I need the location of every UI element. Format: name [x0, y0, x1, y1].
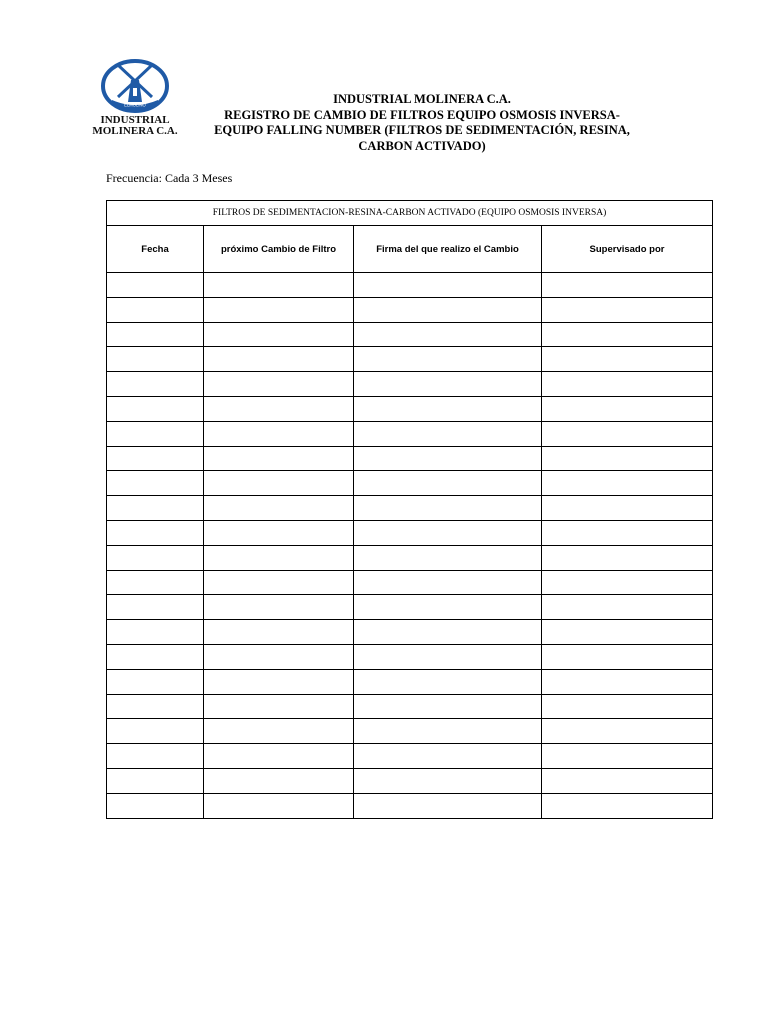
document-title-line3: CARBON ACTIVADO): [358, 138, 486, 153]
table-cell[interactable]: [354, 620, 542, 645]
table-cell[interactable]: [542, 570, 713, 595]
table-cell[interactable]: [354, 793, 542, 818]
table-cell[interactable]: [107, 273, 204, 298]
table-cell[interactable]: [542, 719, 713, 744]
table-cell[interactable]: [107, 446, 204, 471]
table-cell[interactable]: [204, 595, 354, 620]
table-cell[interactable]: [107, 620, 204, 645]
table-row: [107, 620, 713, 645]
table-cell[interactable]: [204, 644, 354, 669]
table-cell[interactable]: [204, 768, 354, 793]
table-cell[interactable]: [354, 347, 542, 372]
table-row: [107, 768, 713, 793]
table-cell[interactable]: [107, 793, 204, 818]
table-cell[interactable]: [354, 545, 542, 570]
table-cell[interactable]: [354, 496, 542, 521]
table-cell[interactable]: [542, 595, 713, 620]
table-cell[interactable]: [204, 793, 354, 818]
document-title-line1: REGISTRO DE CAMBIO DE FILTROS EQUIPO OSMOSIS INVERSA-: [224, 107, 620, 122]
table-cell[interactable]: [542, 347, 713, 372]
windmill-logo-icon: [100, 58, 170, 114]
table-row: [107, 421, 713, 446]
table-cell[interactable]: [204, 496, 354, 521]
table-cell[interactable]: [204, 347, 354, 372]
table-cell[interactable]: [107, 421, 204, 446]
table-cell[interactable]: [107, 347, 204, 372]
table-row: [107, 372, 713, 397]
table-cell[interactable]: [107, 496, 204, 521]
table-row: [107, 669, 713, 694]
table-cell[interactable]: [107, 694, 204, 719]
table-cell[interactable]: [542, 396, 713, 421]
table-cell[interactable]: [542, 273, 713, 298]
table-row: [107, 570, 713, 595]
table-cell[interactable]: [542, 297, 713, 322]
table-cell[interactable]: [354, 744, 542, 769]
table-cell[interactable]: [204, 322, 354, 347]
table-cell[interactable]: [354, 719, 542, 744]
table-row: [107, 396, 713, 421]
column-header-supervisado: Supervisado por: [542, 226, 713, 273]
table-cell[interactable]: [542, 694, 713, 719]
table-cell[interactable]: [204, 273, 354, 298]
table-cell[interactable]: [204, 471, 354, 496]
table-cell[interactable]: [542, 421, 713, 446]
table-cell[interactable]: [107, 719, 204, 744]
logo-name-line2: MOLINERA C.A.: [92, 125, 178, 137]
company-title: INDUSTRIAL MOLINERA C.A.: [333, 92, 511, 106]
table-cell[interactable]: [204, 570, 354, 595]
table-row: [107, 545, 713, 570]
table-cell[interactable]: [354, 669, 542, 694]
table-cell[interactable]: [107, 744, 204, 769]
table-cell[interactable]: [354, 372, 542, 397]
table-row: [107, 496, 713, 521]
table-cell[interactable]: [542, 768, 713, 793]
company-logo: [84, 58, 194, 142]
table-cell[interactable]: [204, 669, 354, 694]
table-row: [107, 322, 713, 347]
table-row: [107, 297, 713, 322]
table-cell[interactable]: [107, 644, 204, 669]
table-row: [107, 694, 713, 719]
table-cell[interactable]: [542, 744, 713, 769]
column-header-proximo-cambio: próximo Cambio de Filtro: [204, 226, 354, 273]
table-cell[interactable]: [107, 471, 204, 496]
table-row: [107, 347, 713, 372]
table-cell[interactable]: [542, 496, 713, 521]
document-title-line2: EQUIPO FALLING NUMBER (FILTROS DE SEDIMENTACIÓN, RESINA,: [214, 123, 630, 137]
table-row: [107, 520, 713, 545]
table-body: [107, 273, 713, 819]
table-cell[interactable]: [354, 644, 542, 669]
filter-change-log-table: [106, 200, 713, 819]
table-caption: FILTROS DE SEDIMENTACION-RESINA-CARBON ACTIVADO (EQUIPO OSMOSIS INVERSA): [107, 201, 713, 226]
table-row: [107, 446, 713, 471]
table-cell[interactable]: [107, 297, 204, 322]
table-cell[interactable]: [107, 520, 204, 545]
table-row: [107, 793, 713, 818]
table-row: [107, 595, 713, 620]
table-row: [107, 273, 713, 298]
table-cell[interactable]: [204, 620, 354, 645]
table-cell[interactable]: [107, 372, 204, 397]
table-cell[interactable]: [354, 446, 542, 471]
table-cell[interactable]: [542, 644, 713, 669]
table-cell[interactable]: [204, 520, 354, 545]
table-cell[interactable]: [107, 322, 204, 347]
table-cell[interactable]: [354, 421, 542, 446]
table-cell[interactable]: [542, 793, 713, 818]
table-cell[interactable]: [107, 768, 204, 793]
table-cell[interactable]: [354, 768, 542, 793]
table-cell[interactable]: [204, 694, 354, 719]
table-cell[interactable]: [354, 595, 542, 620]
table-cell[interactable]: [204, 545, 354, 570]
table-cell[interactable]: [107, 570, 204, 595]
table-cell[interactable]: [354, 520, 542, 545]
table-cell[interactable]: [542, 446, 713, 471]
logo-name-line1: INDUSTRIAL: [100, 114, 170, 126]
frequency-label: Frecuencia: Cada 3 Meses: [106, 171, 233, 185]
document-header: [210, 92, 634, 154]
table-cell[interactable]: [107, 396, 204, 421]
table-cell[interactable]: [107, 545, 204, 570]
table-cell[interactable]: [204, 744, 354, 769]
table-row: [107, 719, 713, 744]
table-row: [107, 644, 713, 669]
table-cell[interactable]: [542, 372, 713, 397]
column-header-firma: Firma del que realizo el Cambio: [354, 226, 542, 273]
table-cell[interactable]: [354, 570, 542, 595]
table-cell[interactable]: [542, 545, 713, 570]
table-cell[interactable]: [542, 669, 713, 694]
logo-company-name: [84, 115, 186, 137]
svg-text:ELMOLINO: ELMOLINO: [124, 102, 146, 108]
table-cell[interactable]: [542, 520, 713, 545]
table-cell[interactable]: [354, 396, 542, 421]
table-cell[interactable]: [107, 669, 204, 694]
table-cell[interactable]: [107, 595, 204, 620]
table-cell[interactable]: [354, 471, 542, 496]
table-cell[interactable]: [204, 719, 354, 744]
table-cell[interactable]: [354, 322, 542, 347]
table-cell[interactable]: [354, 694, 542, 719]
table-cell[interactable]: [204, 297, 354, 322]
table-cell[interactable]: [542, 322, 713, 347]
table-cell[interactable]: [204, 446, 354, 471]
table-cell[interactable]: [542, 471, 713, 496]
table-cell[interactable]: [354, 273, 542, 298]
table-cell[interactable]: [354, 297, 542, 322]
table-cell[interactable]: [542, 620, 713, 645]
table-row: [107, 744, 713, 769]
table-cell[interactable]: [204, 421, 354, 446]
table-cell[interactable]: [204, 372, 354, 397]
table-cell[interactable]: [204, 396, 354, 421]
table-row: [107, 471, 713, 496]
column-header-fecha: Fecha: [107, 226, 204, 273]
